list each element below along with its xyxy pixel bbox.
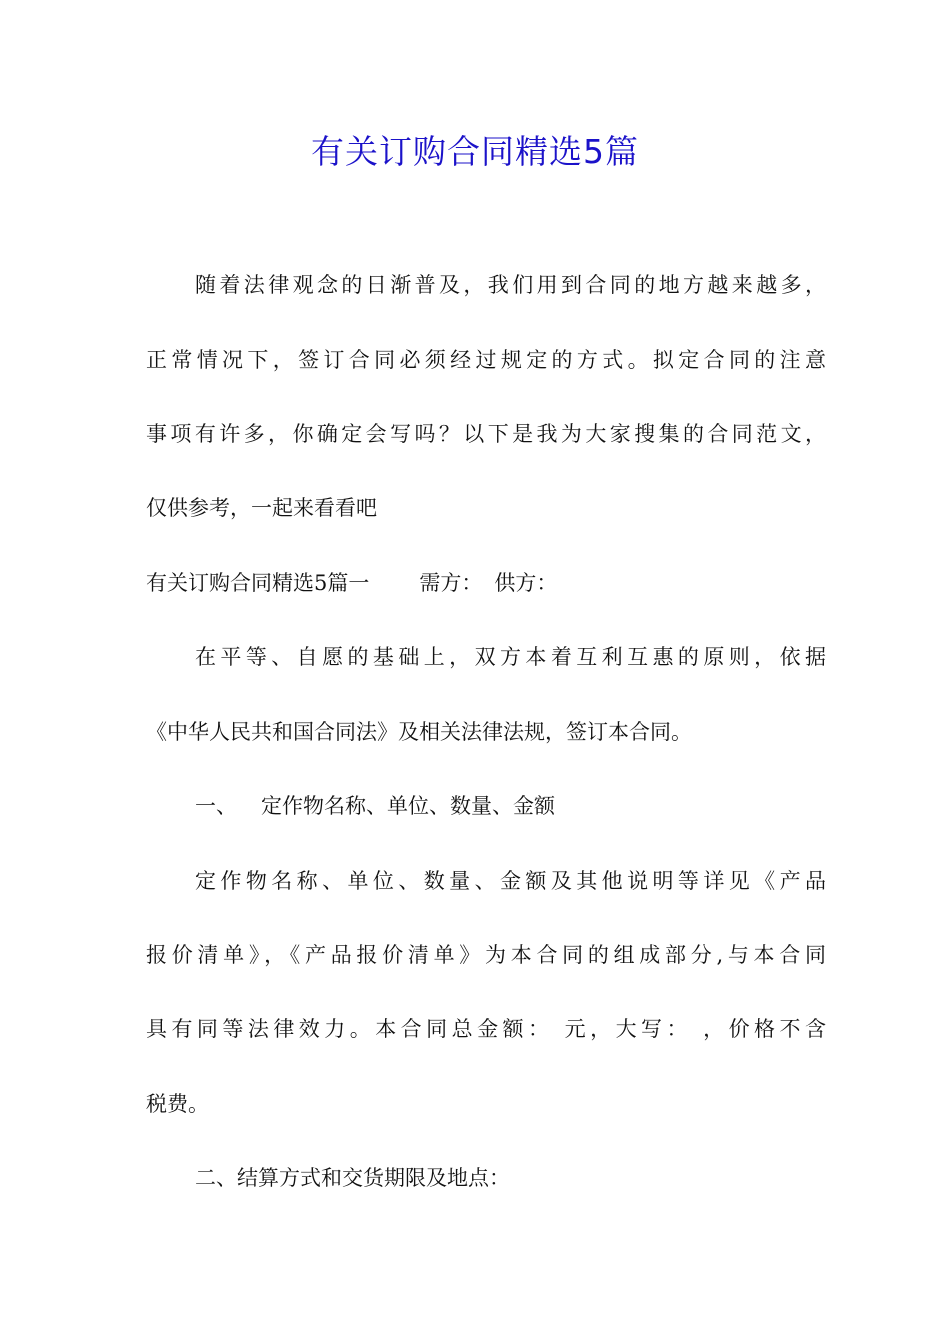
intro-line-2: 正常情况下，签订合同必须经过规定的方式。拟定合同的注意 [146,348,826,372]
clause1-body-line-2: 报价清单》，《产品报价清单》为本合同的组成部分,与本合同 [146,943,826,967]
preamble-line-2: 《中华人民共和国合同法》及相关法律法规，签订本合同。 [146,720,692,744]
clause1-number: 一、 [195,794,237,818]
intro-line-1: 随着法律观念的日渐普及，我们用到合同的地方越来越多， [195,273,826,297]
preamble-line-1: 在平等、自愿的基础上，双方本着互利互惠的原则，依据 [195,645,826,669]
clause2-heading: 二、结算方式和交货期限及地点： [195,1166,510,1190]
clause1-body-line-1: 定作物名称、单位、数量、金额及其他说明等详见《产品 [195,869,826,893]
clause1-body-line-4: 税费。 [146,1092,209,1116]
buyer-label: 需方： [419,571,483,595]
clause1-title: 定作物名称、单位、数量、金额 [261,794,555,818]
section-heading-label: 有关订购合同精选5篇一 [146,571,370,595]
seller-label: 供方： [494,571,558,595]
intro-line-3: 事项有许多，你确定会写吗？以下是我为大家搜集的合同范文， [146,422,826,446]
section-heading [146,563,826,603]
document-title: 有关订购合同精选5篇 [311,132,639,171]
clause1-heading [195,786,826,826]
clause1-body-line-3: 具有同等法律效力。本合同总金额： 元，大写： ，价格不含 [146,1017,826,1041]
intro-line-4: 仅供参考，一起来看看吧 [146,496,377,520]
